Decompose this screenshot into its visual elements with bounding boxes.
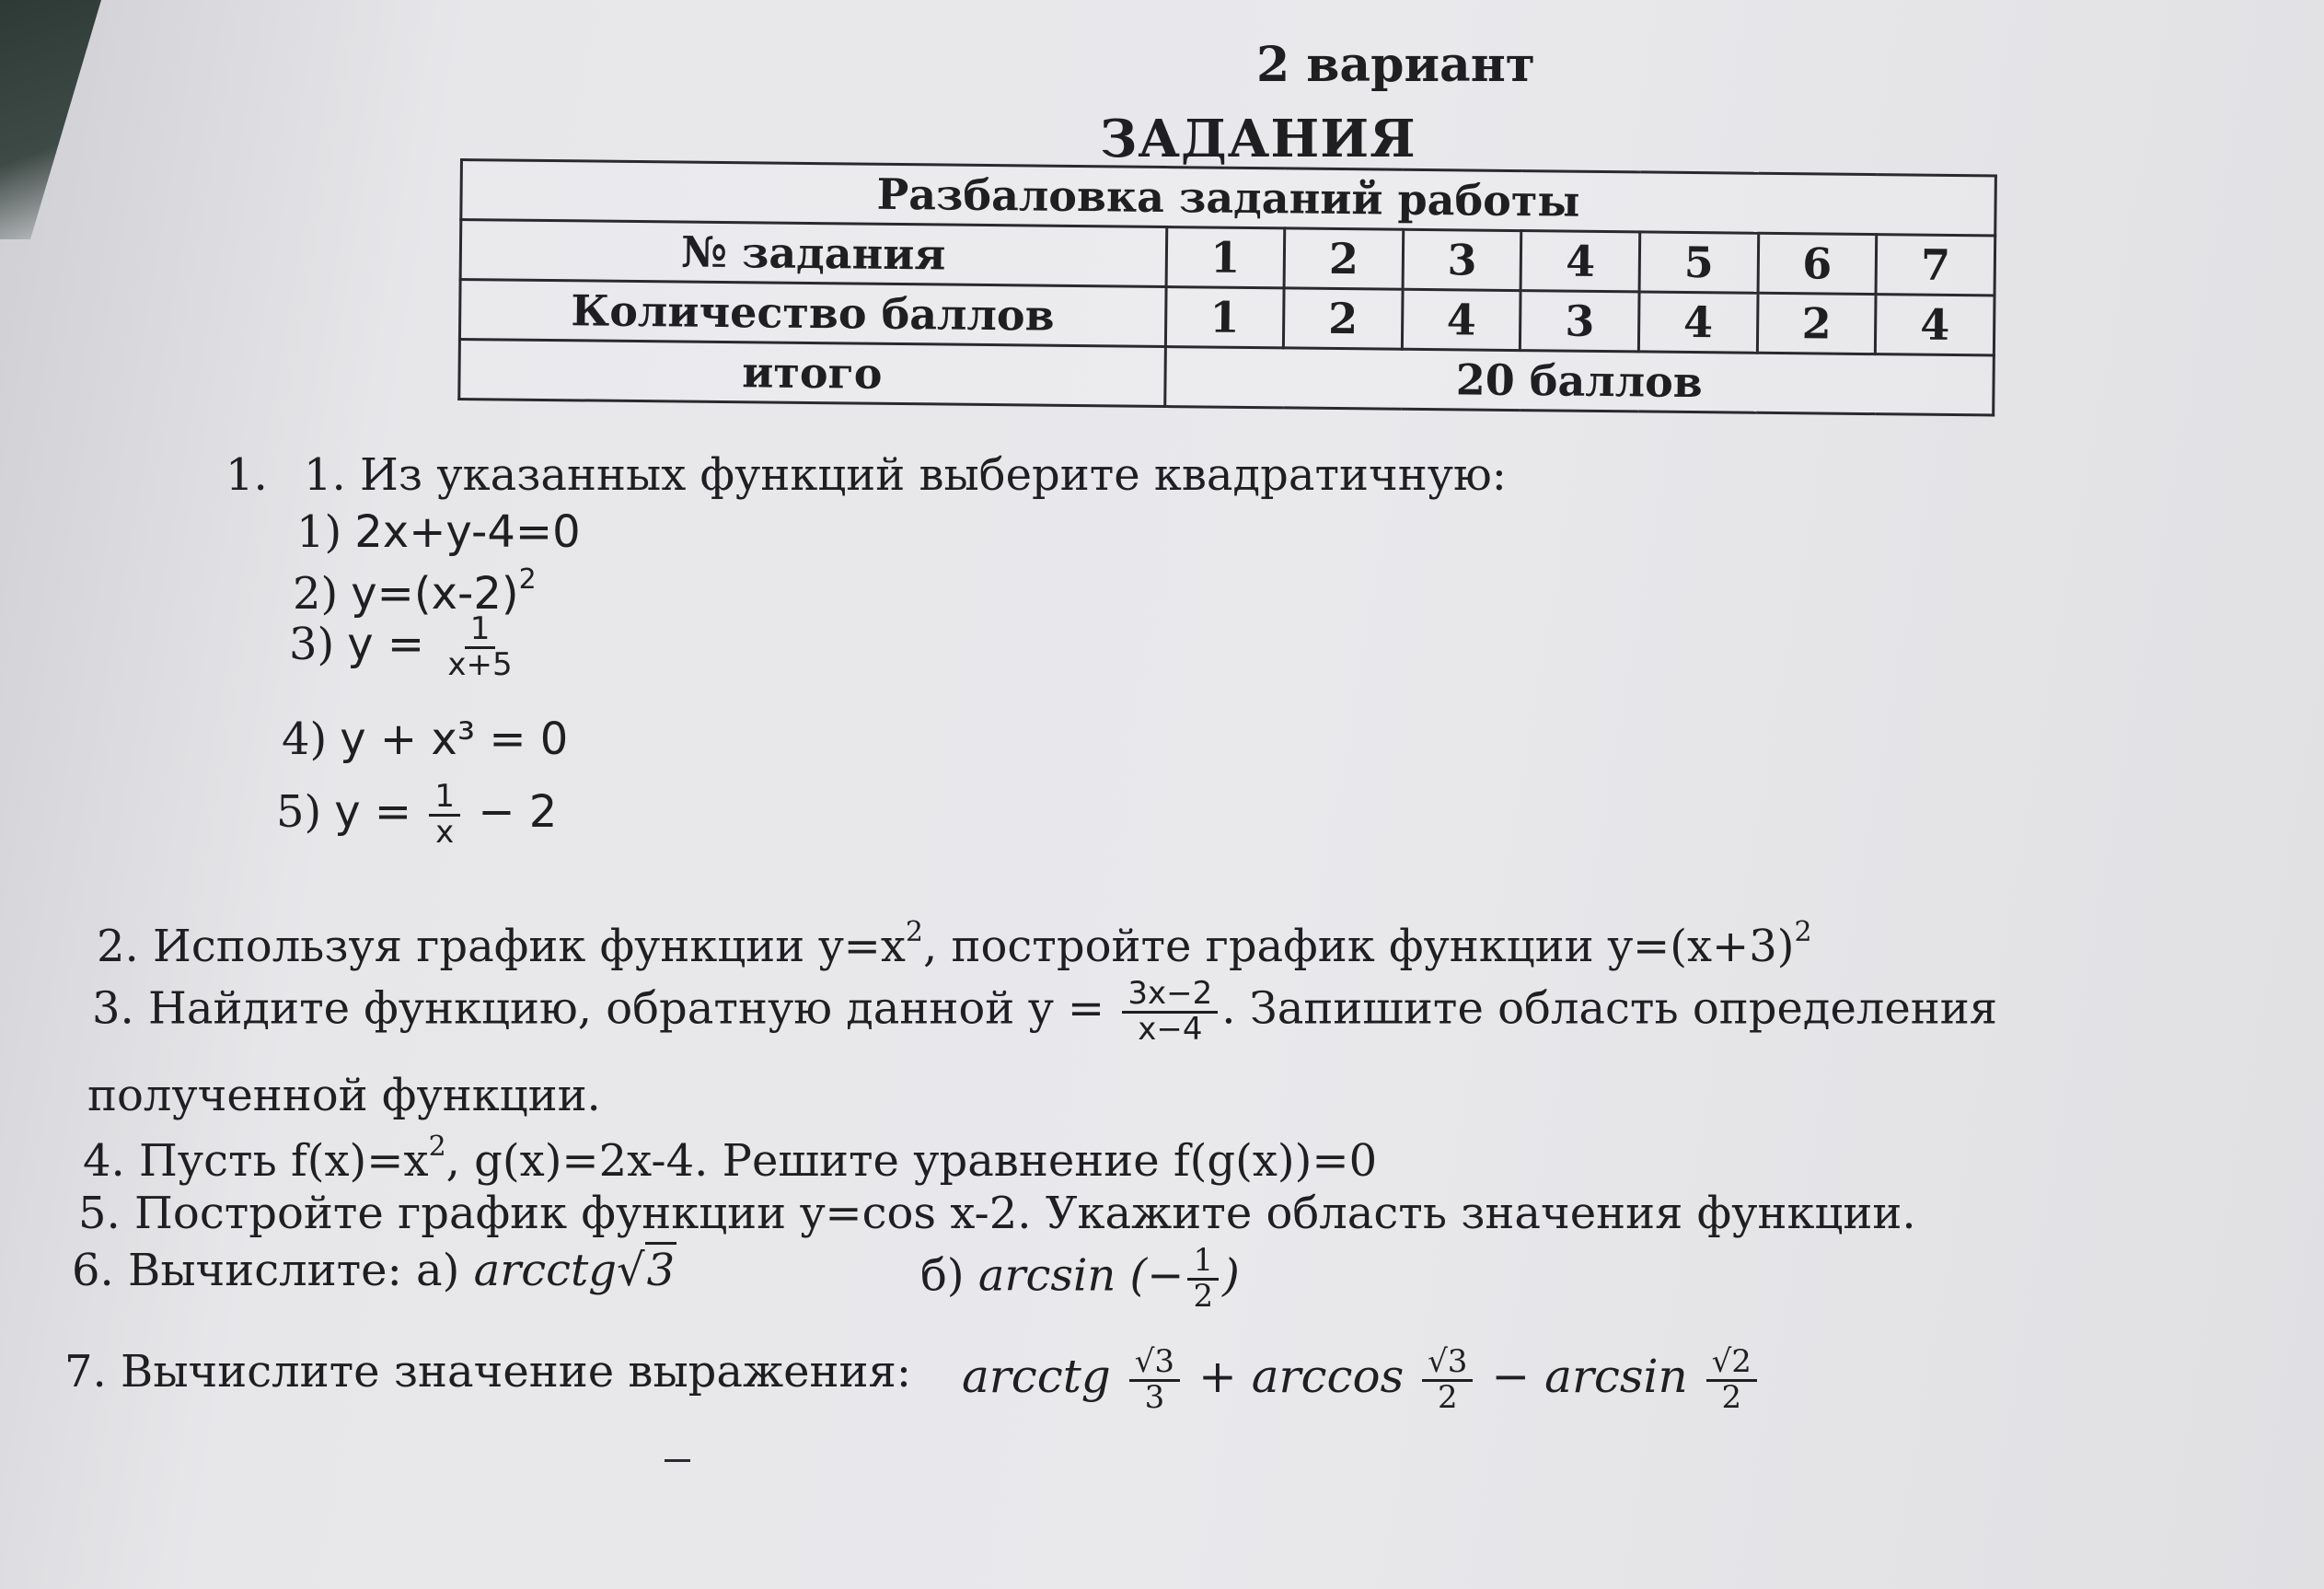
task-number-cell: 1: [1166, 227, 1285, 288]
fraction-numerator: 1: [429, 781, 460, 817]
task7-term1-func: arcctg: [962, 1350, 1111, 1404]
task7-term1-fraction: [1129, 1343, 1180, 1416]
option-text: y + x³ = 0: [340, 713, 569, 765]
task1-option-3: [289, 610, 522, 683]
total-value: 20 баллов: [1164, 347, 1994, 415]
fraction-numerator: √3: [1129, 1346, 1180, 1382]
task3-text: [92, 975, 1998, 1048]
fraction-denominator: 2: [1721, 1378, 1742, 1416]
fraction-denominator: 2: [1437, 1378, 1458, 1416]
variant-title: 2 вариант: [1256, 37, 1536, 93]
task4-exponent: 2: [428, 1131, 446, 1163]
task-number-cell: 4: [1520, 231, 1639, 292]
task4-part2: , g(x)=2x-4. Решите уравнение f(g(x))=0: [445, 1135, 1378, 1187]
task7-operator-plus: +: [1197, 1350, 1237, 1404]
points-cell: 4: [1402, 289, 1520, 350]
option-lhs: y =: [334, 786, 412, 839]
task7-term2-func: arccos: [1251, 1350, 1405, 1404]
fraction-numerator: 1: [1187, 1245, 1219, 1281]
task7-term2-fraction: [1422, 1343, 1473, 1416]
task1-outer-number: 1.: [225, 449, 268, 501]
task2-part2: , постройте график функции y=(x+3): [923, 921, 1795, 972]
option-number: 2): [293, 568, 339, 620]
task1-option-1: [296, 506, 581, 558]
score-table: [457, 158, 1997, 416]
task6-text: [72, 1245, 676, 1296]
task2-part1: 2. Используя график функции y=x: [97, 921, 906, 972]
fraction-numerator: √3: [1422, 1346, 1473, 1382]
option-number: 4): [282, 713, 328, 765]
fraction-denominator: 3: [1144, 1378, 1165, 1416]
points-label: Количество баллов: [459, 280, 1165, 347]
points-cell: 2: [1757, 293, 1876, 354]
task7-text: 7. Вычислите значение выражения:: [64, 1346, 911, 1398]
option-number: 5): [276, 786, 322, 839]
points-cell: 1: [1165, 287, 1284, 348]
option-fraction: [442, 610, 517, 683]
task5-text: 5. Постройте график функции y=cos x-2. Укажите область значения функции.: [78, 1188, 1916, 1239]
task6-b-close: ): [1222, 1249, 1240, 1302]
task4-text: [83, 1131, 1377, 1187]
task-number-cell: 3: [1403, 229, 1521, 290]
task7-term3-fraction: [1706, 1343, 1757, 1416]
points-cell: 3: [1520, 291, 1639, 352]
task6-a-sqrt-value: 3: [645, 1242, 677, 1296]
task6-a-func: arcctg: [473, 1245, 617, 1296]
tasks-heading: ЗАДАНИЯ: [1100, 109, 1416, 169]
fraction-denominator: x: [435, 813, 455, 851]
task3-part1: 3. Найдите функцию, обратную данной y =: [92, 982, 1105, 1035]
task1-option-5: [276, 778, 558, 851]
task3-line2: полученной функции.: [87, 1070, 601, 1121]
option-fraction: [429, 778, 460, 851]
option-text: 2x+y-4=0: [354, 506, 581, 558]
task6-b-func: arcsin (−: [977, 1249, 1185, 1302]
task7-expression: [962, 1343, 1761, 1416]
task-number-cell: 7: [1876, 235, 1994, 296]
task-number-cell: 6: [1758, 233, 1877, 294]
fraction-numerator: 3x−2: [1122, 978, 1218, 1014]
fraction-numerator: √2: [1706, 1346, 1757, 1382]
task2-exponent-1: 2: [905, 916, 923, 948]
option-rhs: − 2: [478, 786, 558, 839]
task-number-label: № задания: [460, 220, 1166, 287]
task-number-cell: 2: [1284, 228, 1403, 289]
option-number: 1): [296, 506, 342, 558]
points-cell: 4: [1876, 295, 1994, 355]
task1-option-4: [282, 713, 568, 765]
task4-part1: 4. Пусть f(x)=x: [83, 1135, 429, 1187]
option-lhs: y =: [347, 619, 425, 671]
sqrt-icon: √: [616, 1245, 645, 1296]
task2-exponent-2: 2: [1794, 916, 1812, 948]
score-table-caption: Разбаловка заданий работы: [461, 160, 1996, 236]
task6-b-fraction: [1187, 1242, 1219, 1315]
task1-question: 1. Из указанных функций выберите квадратичную:: [304, 449, 1507, 501]
points-cell: 4: [1638, 292, 1757, 353]
task-number-cell: 5: [1639, 232, 1758, 293]
task6-b-label: б): [920, 1249, 965, 1302]
task3-fraction: [1122, 975, 1218, 1048]
points-cell: 2: [1284, 288, 1403, 349]
task2-text: [97, 916, 1812, 972]
fraction-denominator: x+5: [447, 645, 513, 683]
task3-part2: . Запишите область определения: [1221, 982, 1998, 1035]
task7-operator-minus: −: [1491, 1350, 1531, 1404]
task1-option-2: [293, 563, 537, 620]
option-number: 3): [289, 619, 335, 671]
task7-term3-func: arcsin: [1544, 1350, 1688, 1404]
fraction-denominator: x−4: [1138, 1010, 1203, 1048]
pen-mark: [665, 1459, 690, 1462]
task6-part-b: [920, 1242, 1240, 1315]
fraction-denominator: 2: [1193, 1277, 1214, 1315]
total-label: итого: [459, 340, 1165, 407]
fraction-numerator: 1: [465, 613, 496, 649]
option-exponent: 2: [518, 563, 537, 596]
task6-prefix: 6. Вычислите: а): [72, 1245, 460, 1296]
option-text: y=(x-2): [351, 568, 519, 620]
